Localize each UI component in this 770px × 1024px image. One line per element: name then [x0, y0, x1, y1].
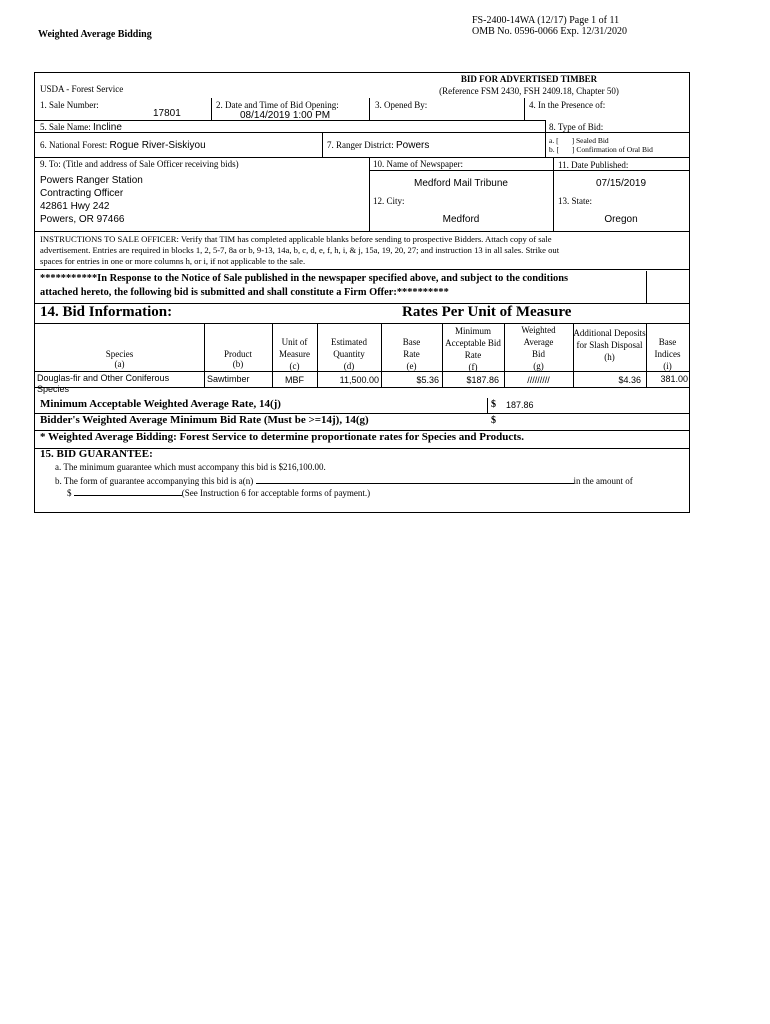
- bid-form-title: BID FOR ADVERTISED TIMBER: [460, 74, 598, 84]
- sale-number-label: 1. Sale Number:: [40, 100, 99, 110]
- instructions: [40, 234, 559, 267]
- col-label: Additional Deposits for Slash Disposal: [573, 328, 646, 350]
- guarantee-line-b-tail: in the amount of: [573, 476, 633, 486]
- col-label: Product: [224, 349, 252, 359]
- bidder-rate-input[interactable]: [501, 414, 591, 428]
- bid-date-label: 2. Date and Time of Bid Opening:: [216, 100, 339, 110]
- rates-title: Rates Per Unit of Measure: [402, 304, 572, 320]
- guarantee-line-c: [67, 486, 370, 498]
- col-code: (e): [406, 361, 417, 371]
- col-header-indices: [646, 336, 689, 372]
- date-published-label: 11. Date Published:: [558, 160, 629, 170]
- firm-offer-line: attached hereto, the following bid is submitted and shall constitute a Firm Offer:**********: [40, 287, 449, 298]
- agency-name: USDA - Forest Service: [40, 84, 124, 94]
- to-line: Powers Ranger Station: [40, 175, 143, 186]
- date-published-value[interactable]: 07/15/2019: [595, 178, 647, 189]
- newspaper-label: 10. Name of Newspaper:: [373, 159, 463, 169]
- col-header-species: [35, 349, 204, 369]
- min-rate-dollar: $: [491, 399, 496, 410]
- reference-text: (Reference FSM 2430, FSH 2409.18, Chapter 50): [439, 86, 619, 96]
- guarantee-form-input[interactable]: [256, 474, 574, 484]
- guarantee-line-a: a. The minimum guarantee which must accompany this bid is $216,100.00.: [55, 462, 326, 472]
- instructions-line: advertisement. Entries are required in blocks 1, 2, 5-7, 8a or b, 9-13, 14a, b, c, d, e, f, h, i, & j, 15a, 19, 20, 27; and instruction 13 in all sales. Strike out: [40, 245, 560, 255]
- to-line: Powers, OR 97466: [40, 214, 125, 225]
- city-value[interactable]: Medford: [442, 214, 480, 225]
- cell-product[interactable]: Sawtimber: [207, 374, 250, 384]
- cell-quantity[interactable]: 11,500.00: [339, 375, 379, 385]
- opened-by-label: 3. Opened By:: [375, 100, 428, 110]
- instructions-line: spaces for entries in one or more columns h, or i, if not applicable to the sale.: [40, 256, 306, 266]
- col-code: (i): [663, 361, 672, 371]
- col-code: (h): [604, 352, 615, 362]
- weighted-avg-note: * Weighted Average Bidding: Forest Service to determine proportionate rates for Species and Products.: [40, 431, 524, 443]
- guarantee-title: 15. BID GUARANTEE:: [40, 448, 153, 460]
- col-header-weighted-avg: [504, 324, 573, 372]
- newspaper-value[interactable]: Medford Mail Tribune: [414, 178, 508, 189]
- bidder-rate-label: Bidder's Weighted Average Minimum Bid Rate (Must be >=14j), 14(g): [40, 414, 369, 426]
- bid-type-b-prefix: b. [: [549, 145, 559, 154]
- col-code: (d): [343, 361, 355, 371]
- col-code: (b): [232, 359, 244, 369]
- bid-type-label: 8. Type of Bid:: [549, 122, 604, 132]
- col-code: (a): [114, 359, 125, 369]
- cell-weighted-avg[interactable]: /////////: [527, 375, 550, 385]
- col-code: (g): [533, 361, 544, 371]
- col-code: (f): [468, 362, 478, 372]
- form-number: FS-2400-14WA (12/17) Page 1 of 11: [472, 15, 620, 26]
- sale-name-value[interactable]: Incline: [93, 122, 122, 133]
- col-label: Minimum Acceptable Bid Rate: [445, 326, 501, 360]
- min-rate-label: Minimum Acceptable Weighted Average Rate, 14(j): [40, 398, 281, 410]
- col-header-product: [204, 349, 272, 369]
- bid-type-sealed[interactable]: [549, 136, 609, 145]
- cell-base-rate[interactable]: $5.36: [416, 375, 439, 385]
- col-label: Unit of Measure: [279, 337, 310, 359]
- guarantee-amount-input[interactable]: [74, 486, 182, 496]
- forest-value[interactable]: Rogue River-Siskiyou: [109, 140, 206, 151]
- to-line: 42861 Hwy 242: [40, 201, 110, 212]
- col-header-min-bid-rate: [442, 325, 504, 373]
- bid-type-a-label: ] Sealed Bid: [571, 136, 609, 145]
- guarantee-line-c-tail: (See Instruction 6 for acceptable forms of payment.): [181, 488, 371, 498]
- cell-deposits[interactable]: $4.36: [618, 375, 641, 385]
- col-label: Species: [105, 349, 134, 359]
- form-number-block: [472, 15, 627, 37]
- min-rate-value[interactable]: 187.86: [506, 400, 534, 410]
- state-value[interactable]: Oregon: [604, 214, 638, 225]
- bid-type-oral[interactable]: [549, 145, 653, 154]
- forest-label: 6. National Forest:: [40, 140, 108, 150]
- forest-row: [40, 140, 206, 151]
- col-code: (c): [289, 361, 300, 371]
- sale-name-label: 5. Sale Name:: [40, 122, 91, 132]
- to-label: 9. To: (Title and address of Sale Officer receiving bids): [40, 159, 239, 169]
- cell-species[interactable]: Douglas-fir and Other Coniferous Species: [37, 373, 170, 394]
- cell-indices[interactable]: 381.00: [660, 374, 688, 384]
- omb-number: OMB No. 0596-0066 Exp. 12/31/2020: [472, 26, 627, 37]
- form-title: Weighted Average Bidding: [38, 29, 152, 40]
- col-header-deposits: [573, 327, 646, 363]
- bid-type-a-prefix: a. [: [549, 136, 559, 145]
- col-label: Base Indices: [654, 337, 681, 359]
- district-label: 7. Ranger District:: [327, 140, 394, 150]
- guarantee-line-b: [55, 474, 633, 486]
- col-label: Estimated Quantity: [331, 337, 367, 359]
- bid-info-title: 14. Bid Information:: [40, 304, 173, 320]
- firm-offer-statement: [40, 272, 568, 300]
- sale-number-value[interactable]: 17801: [153, 108, 181, 119]
- bid-type-b-label: ] Confirmation of Oral Bid: [572, 145, 653, 154]
- to-line: Contracting Officer: [40, 188, 124, 199]
- bidder-rate-dollar: $: [491, 415, 496, 426]
- col-header-base-rate: [381, 336, 442, 372]
- sale-name-row: [40, 122, 122, 133]
- guarantee-line-b-text: b. The form of guarantee accompanying this bid is a(n): [55, 476, 254, 486]
- state-label: 13. State:: [558, 196, 592, 206]
- district-value[interactable]: Powers: [396, 140, 430, 151]
- presence-label: 4. In the Presence of:: [529, 100, 606, 110]
- bid-form: [34, 72, 690, 513]
- city-label: 12. City:: [373, 196, 405, 206]
- instructions-line: INSTRUCTIONS TO SALE OFFICER: Verify that TIM has completed applicable blanks before sending to prospective Bidders. Attach copy of sale: [40, 234, 552, 244]
- bid-date-value[interactable]: 08/14/2019 1:00 PM: [240, 110, 331, 121]
- district-row: [327, 140, 429, 151]
- cell-unit[interactable]: MBF: [285, 375, 304, 385]
- firm-offer-line: ***********In Response to the Notice of Sale published in the newspaper specified above, and subject to the conditions: [40, 273, 569, 284]
- to-address[interactable]: [40, 174, 143, 226]
- col-label: Base Rate: [402, 337, 421, 359]
- guarantee-dollar: $: [67, 488, 72, 498]
- cell-min-bid-rate[interactable]: $187.86: [466, 375, 499, 385]
- col-label: Weighted Average Bid: [521, 325, 556, 359]
- col-header-unit: [272, 336, 317, 372]
- col-header-quantity: [317, 336, 381, 372]
